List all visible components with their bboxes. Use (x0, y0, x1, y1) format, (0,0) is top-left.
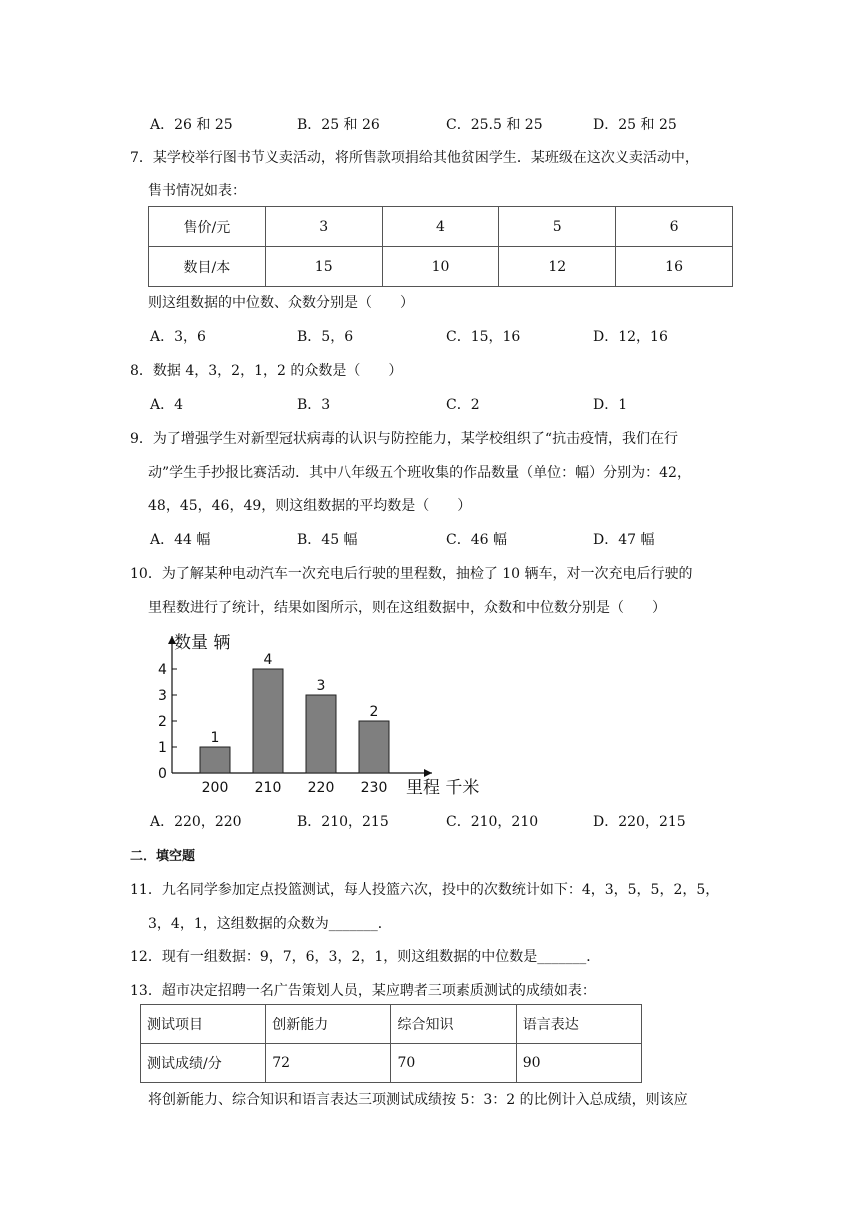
chart-x-axis-label: 里程 千米 (406, 778, 480, 798)
q10-option-c: C．210，210 (446, 814, 539, 830)
q7-stem-line2: 售书情况如表： (148, 183, 246, 199)
table-cell: 72 (266, 1044, 391, 1083)
bar-data-label: 1 (210, 730, 220, 746)
table-row (141, 1005, 642, 1044)
table-row (149, 247, 733, 287)
table-cell: 创新能力 (266, 1005, 391, 1044)
q9-stem-line1: 9．为了增强学生对新型冠状病毒的认识与防控能力，某学校组织了“抗击疫情，我们在行 (130, 431, 679, 447)
q9-option-c: C．46 幅 (446, 532, 507, 548)
chart-bar (359, 721, 389, 773)
q9-option-a: A．44 幅 (150, 532, 211, 548)
q6-option-b: B．25 和 26 (297, 117, 380, 133)
x-tick-label: 200 (201, 780, 229, 796)
x-tick-label: 220 (307, 780, 335, 796)
table-cell: 70 (391, 1044, 516, 1083)
table-cell: 测试项目 (141, 1005, 266, 1044)
q7-question: 则这组数据的中位数、众数分别是（ ） (148, 295, 414, 311)
q6-option-d: D．25 和 25 (593, 117, 677, 133)
chart-axes (158, 636, 432, 782)
q9-stem-line2: 动”学生手抄报比赛活动．其中八年级五个班收集的作品数量（单位：幅）分别为：42， (148, 465, 691, 481)
q10-option-b: B．210，215 (297, 814, 389, 830)
chart-bar (200, 747, 230, 773)
table-cell: 5 (499, 207, 616, 247)
q9-option-b: B．45 幅 (297, 532, 358, 548)
y-tick-label: 0 (158, 766, 167, 782)
table-cell: 语言表达 (516, 1005, 641, 1044)
table-row (141, 1044, 642, 1083)
x-tick-label: 230 (360, 780, 388, 796)
q10-stem-line2: 里程数进行了统计，结果如图所示，则在这组数据中，众数和中位数分别是（ ） (148, 600, 666, 616)
chart-bar (253, 669, 283, 773)
table-cell: 90 (516, 1044, 641, 1083)
q13-stem-line2: 将创新能力、综合知识和语言表达三项测试成绩按 5：3：2 的比例计入总成绩，则该应 (148, 1092, 688, 1108)
table-cell: 15 (265, 247, 382, 287)
q7-table (148, 206, 733, 287)
q9-stem-line3: 48，45，46，49，则这组数据的平均数是（ ） (148, 498, 472, 514)
table-cell: 测试成绩/分 (141, 1044, 266, 1083)
table-cell: 10 (382, 247, 499, 287)
chart-bars (200, 669, 389, 773)
q7-option-d: D．12，16 (593, 329, 668, 345)
chart-bar (306, 695, 336, 773)
q7-option-c: C．15，16 (446, 329, 521, 345)
table-cell: 12 (499, 247, 616, 287)
q10-option-a: A．220，220 (150, 814, 242, 830)
table-cell: 数目/本 (149, 247, 266, 287)
q7-option-a: A．3，6 (150, 329, 206, 345)
bar-data-label: 3 (316, 678, 326, 694)
y-tick-label: 4 (158, 662, 167, 678)
chart-y-axis-label: 数量 辆 (174, 633, 231, 653)
q6-option-c: C．25.5 和 25 (446, 117, 543, 133)
section-title: 二．填空题 (130, 849, 196, 864)
table-cell: 16 (616, 247, 733, 287)
q11-stem-line2: 3，4，1，这组数据的众数为_______． (148, 916, 392, 932)
x-axis-arrow-icon (424, 769, 432, 777)
q8-option-a: A．4 (150, 397, 184, 413)
bar-data-label: 4 (263, 652, 273, 668)
y-tick-label: 3 (158, 688, 167, 704)
bar-data-label: 2 (369, 704, 379, 720)
table-cell: 6 (616, 207, 733, 247)
table-cell: 售价/元 (149, 207, 266, 247)
y-tick-label: 1 (158, 740, 167, 756)
y-tick-label: 2 (158, 714, 167, 730)
q7-option-b: B．5，6 (297, 329, 354, 345)
q10-option-d: D．220，215 (593, 814, 686, 830)
q7-stem-line1: 7．某学校举行图书节义卖活动，将所售款项捐给其他贫困学生．某班级在这次义卖活动中， (130, 150, 699, 166)
table-cell: 综合知识 (391, 1005, 516, 1044)
q8-stem: 8．数据 4，3，2，1，2 的众数是（ ） (130, 363, 403, 379)
q8-option-c: C．2 (446, 397, 480, 413)
table-row (149, 207, 733, 247)
table-cell: 4 (382, 207, 499, 247)
q11-stem-line1: 11．九名同学参加定点投篮测试，每人投篮六次，投中的次数统计如下：4，3，5，5，2，5， (130, 882, 720, 898)
q8-option-d: D．1 (593, 397, 628, 413)
q6-option-a: A．26 和 25 (150, 117, 233, 133)
q8-option-b: B．3 (297, 397, 331, 413)
q10-stem-line1: 10．为了解某种电动汽车一次充电后行驶的里程数，抽检了 10 辆车，对一次充电后行驶的 (130, 566, 693, 582)
q13-stem-line1: 13．超市决定招聘一名广告策划人员，某应聘者三项素质测试的成绩如表： (130, 983, 596, 999)
q13-table (140, 1004, 642, 1083)
q10-bar-chart (140, 622, 480, 802)
q12-stem: 12．现有一组数据：9，7，6，3，2，1，则这组数据的中位数是_______． (130, 949, 601, 965)
x-tick-label: 210 (254, 780, 282, 796)
table-cell: 3 (265, 207, 382, 247)
q9-option-d: D．47 幅 (593, 532, 655, 548)
